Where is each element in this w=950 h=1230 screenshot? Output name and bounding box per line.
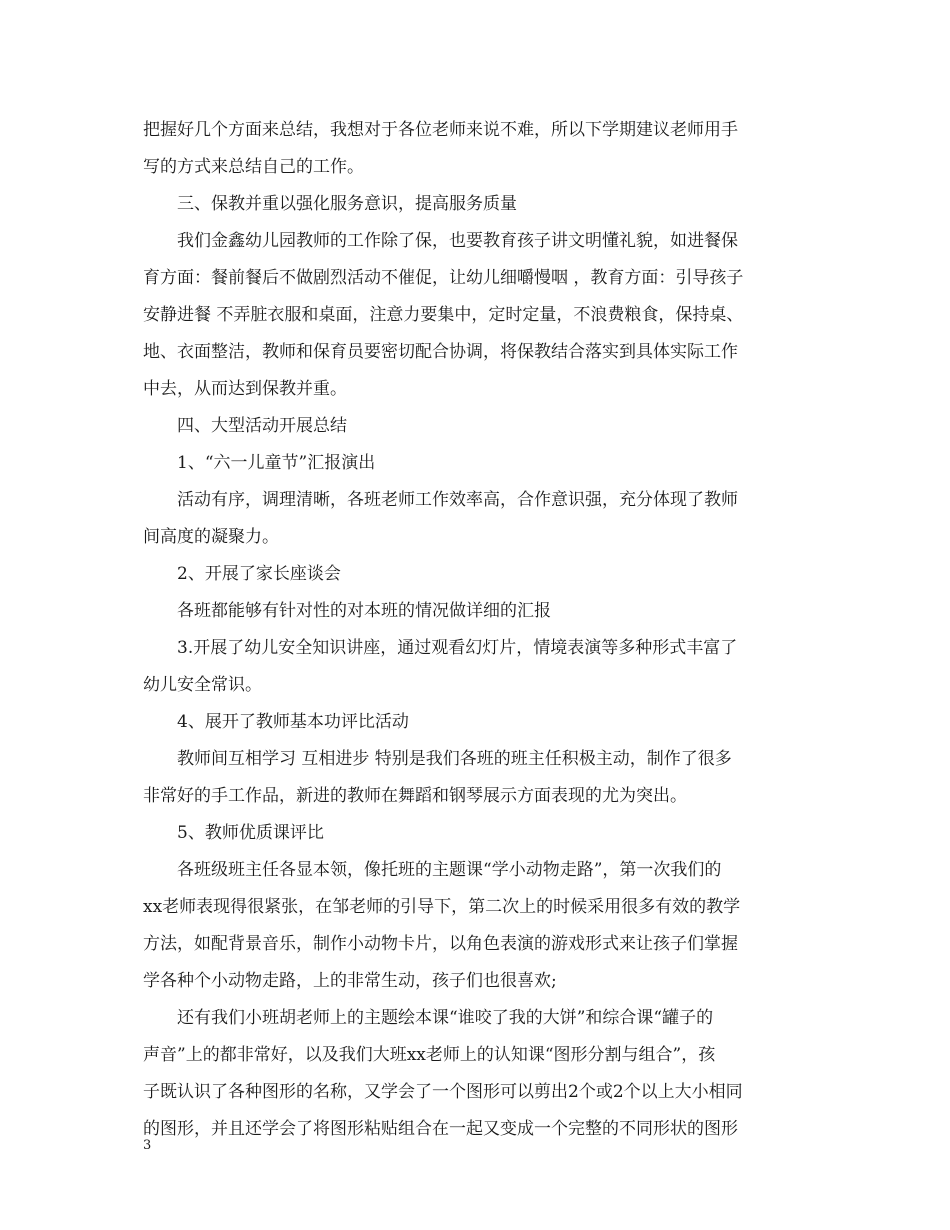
text-line: 5、教师优质课评比 bbox=[177, 823, 324, 843]
page-number: 3 bbox=[143, 1138, 152, 1153]
text-line: 活动有序，调理清晰，各班老师工作效率高，合作意识强，充分体现了教师 bbox=[177, 490, 738, 510]
text-line: 三、保教并重以强化服务意识，提高服务质量 bbox=[177, 194, 517, 214]
text-line: 把握好几个方面来总结，我想对于各位老师来说不难，所以下学期建议老师用手 bbox=[143, 120, 738, 140]
text-line: 声音”上的都非常好，以及我们大班xx老师上的认知课“图形分割与组合”，孩 bbox=[143, 1045, 716, 1065]
text-line: 幼儿安全常识。 bbox=[143, 675, 262, 695]
text-line: 子既认识了各种图形的名称，又学会了一个图形可以剪出2个或2个以上大小相同 bbox=[143, 1082, 743, 1102]
document-body bbox=[143, 112, 813, 1148]
text-line: 中去，从而达到保教并重。 bbox=[143, 379, 347, 399]
text-line: 的图形，并且还学会了将图形粘贴组合在一起又变成一个完整的不同形状的图形 bbox=[143, 1119, 738, 1139]
text-line: 方法，如配背景音乐，制作小动物卡片，以角色表演的游戏形式来让孩子们掌握 bbox=[143, 934, 738, 954]
text-line: 还有我们小班胡老师上的主题绘本课“谁咬了我的大饼”和综合课“罐子的 bbox=[177, 1008, 714, 1028]
text-line: 安静进餐 不弄脏衣服和桌面，注意力要集中，定时定量，不浪费粮食，保持桌、 bbox=[143, 305, 744, 325]
text-line: 各班都能够有针对性的对本班的情况做详细的汇报 bbox=[177, 601, 551, 621]
text-line: 各班级班主任各显本领，像托班的主题课“学小动物走路”，第一次我们的 bbox=[177, 860, 722, 880]
text-line: 4、展开了教师基本功评比活动 bbox=[177, 712, 409, 732]
text-line: 我们金鑫幼儿园教师的工作除了保，也要教育孩子讲文明懂礼貌，如进餐保 bbox=[177, 231, 738, 251]
text-line: 写的方式来总结自己的工作。 bbox=[143, 157, 364, 177]
text-line: 1、“六一儿童节”汇报演出 bbox=[177, 453, 376, 473]
text-line: 2、开展了家长座谈会 bbox=[177, 564, 341, 584]
text-line: xx老师表现得很紧张，在邹老师的引导下，第二次上的时候采用很多有效的教学 bbox=[143, 897, 741, 917]
text-line: 地、衣面整洁，教师和保育员要密切配合协调，将保教结合落实到具体实际工作 bbox=[143, 342, 738, 362]
text-line: 教师间互相学习 互相进步 特别是我们各班的班主任积极主动，制作了很多 bbox=[177, 749, 732, 769]
text-line: 非常好的手工作品，新进的教师在舞蹈和钢琴展示方面表现的尤为突出。 bbox=[143, 786, 687, 806]
text-line: 3.开展了幼儿安全知识讲座，通过观看幻灯片，情境表演等多种形式丰富了 bbox=[177, 638, 738, 658]
text-line: 学各种个小动物走路，上的非常生动，孩子们也很喜欢; bbox=[143, 971, 557, 991]
text-line: 间高度的凝聚力。 bbox=[143, 527, 279, 547]
text-line: 育方面：餐前餐后不做剧烈活动不催促，让幼儿细嚼慢咽 ，教育方面：引导孩子 bbox=[143, 268, 744, 288]
text-line: 四、大型活动开展总结 bbox=[177, 416, 347, 436]
